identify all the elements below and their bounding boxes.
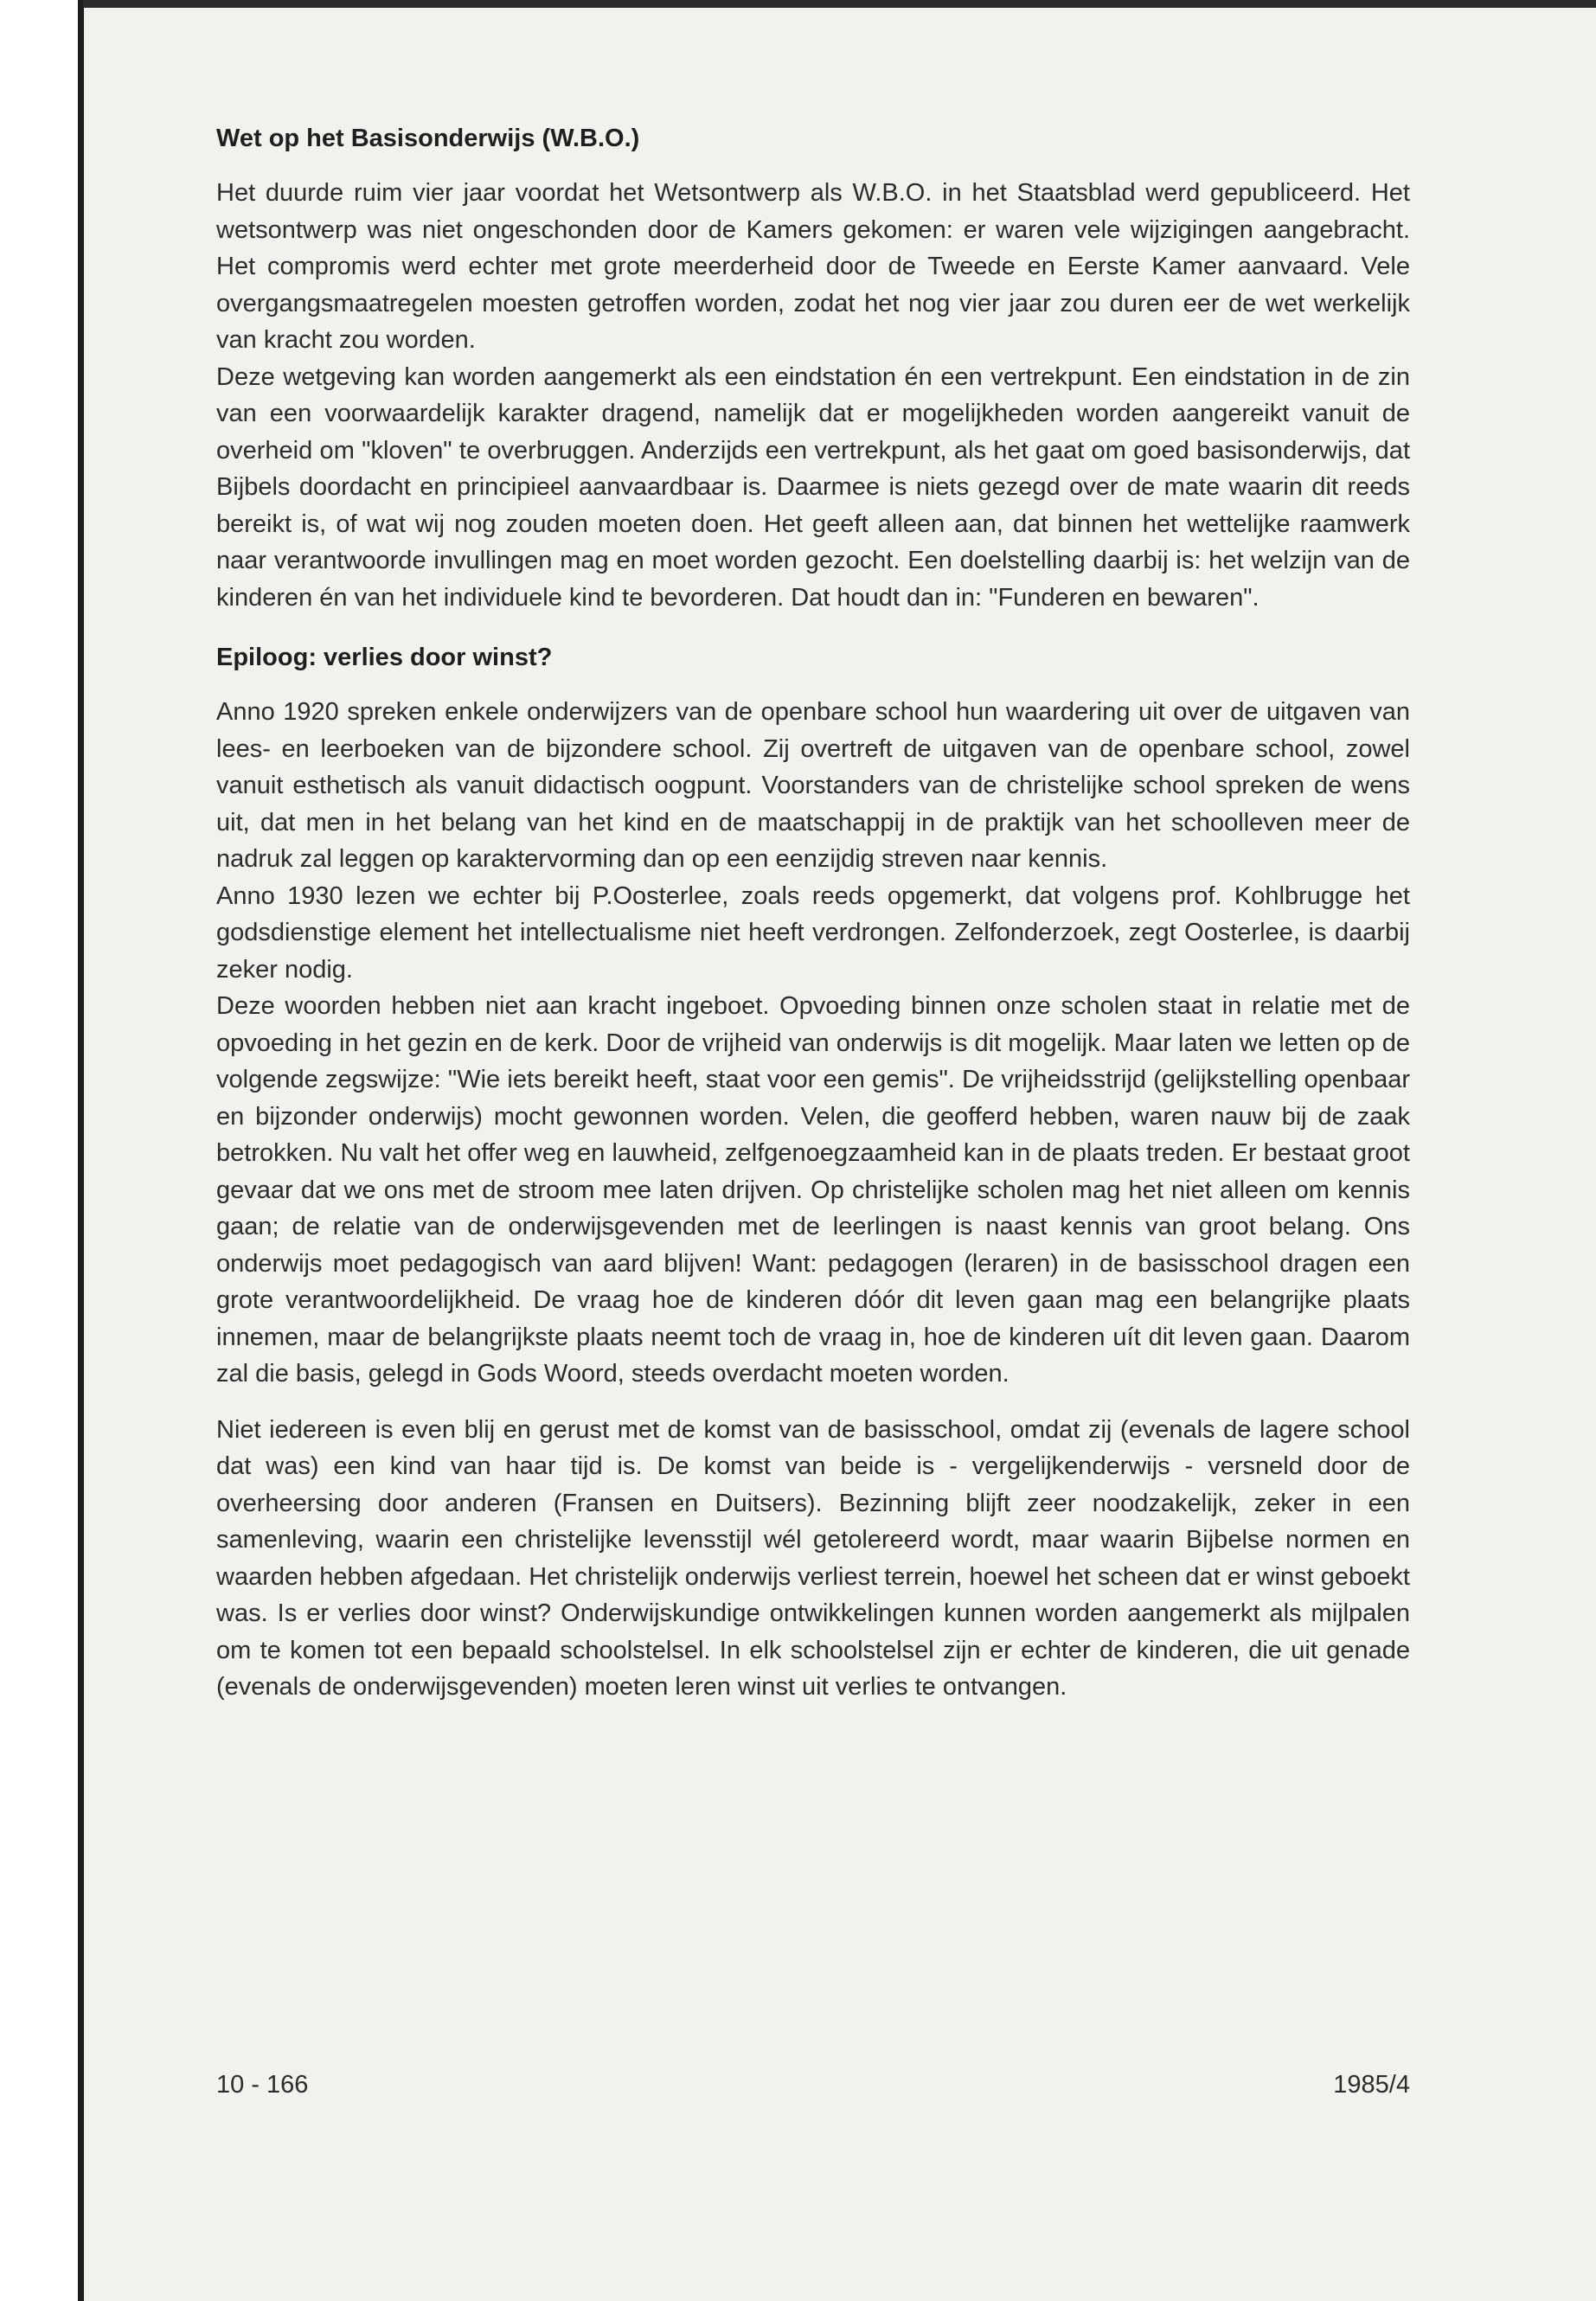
issue-number: 1985/4 xyxy=(1333,2071,1410,2099)
paragraph: Deze woorden hebben niet aan kracht ingeboet. Opvoeding binnen onze scholen staat in relatie met de opvoeding in het gezin en de kerk. Door de vrijheid van onderwijs is dit mogelijk. Maar laten we letten op de volgende zegswijze: "Wie iets bereikt heeft, staat voor een gemis". De vrijheidsstrijd (gelijkstelling openbaar en bijzonder onderwijs) mocht gewonnen worden. Velen, die geofferd hebben, waren nauw bij de zaak betrokken. Nu valt het offer weg en lauwheid, zelfgenoegzaamheid kan in de plaats treden. Er bestaat groot gevaar dat we ons met de stroom mee laten drijven. Op christelijke scholen mag het niet alleen om kennis gaan; de relatie van de onderwijsgevenden met de leerlingen is naast kennis van groot belang. Ons onderwijs moet pedagogisch van aard blijven! Want: pedagogen (leraren) in de basisschool dragen een grote verantwoordelijkheid. De vraag hoe de kinderen dóór dit leven gaan mag een belangrijke plaats innemen, maar de belangrijkste plaats neemt toch de vraag in, hoe de kinderen uít dit leven gaan. Daarom zal die basis, gelegd in Gods Woord, steeds overdacht moeten worden. xyxy=(216,992,1410,1388)
paragraph: Niet iedereen is even blij en gerust met de komst van de basisschool, omdat zij (evenals de lagere school dat was) een kind van haar tijd is. De komst van beide is - vergelijkenderwijs - versneld door de overheersing door anderen (Fransen en Duitsers). Bezinning blijft zeer noodzakelijk, zeker in een samenleving, waarin een christelijke levensstijl wél getolereerd wordt, maar waarin Bijbelse normen en waarden hebben afgedaan. Het christelijk onderwijs verliest terrein, hoewel het scheen dat er winst geboekt was. Is er verlies door winst? Onderwijskundige ontwikkelingen kunnen worden aangemerkt als mijlpalen om te komen tot een bepaald schoolstelsel. In elk schoolstelsel zijn er echter de kinderen, die uit genade (evenals de onderwijsgevenden) moeten leren winst uit verlies te ontvangen. xyxy=(216,1415,1410,1701)
paragraph: Het duurde ruim vier jaar voordat het Wetsontwerp als W.B.O. in het Staatsblad werd gepubliceerd. Het wetsontwerp was niet ongeschonden door de Kamers gekomen: er waren vele wijzigingen aangebracht. Het compromis werd echter met grote meerderheid door de Tweede en Eerste Kamer aanvaard. Vele overgangsmaatregelen moesten getroffen worden, zodat het nog vier jaar zou duren eer de wet werkelijk van kracht zou worden. xyxy=(216,179,1410,354)
article-body xyxy=(216,121,1410,1706)
page-number: 10 - 166 xyxy=(216,2071,309,2099)
paragraph: Anno 1930 lezen we echter bij P.Oosterlee, zoals reeds opgemerkt, dat volgens prof. Kohlbrugge het godsdienstige element het intellectualisme niet heeft verdrongen. Zelfonderzoek, zegt Oosterlee, is daarbij zeker nodig. xyxy=(216,881,1410,984)
section-heading-wbo: Wet op het Basisonderwijs (W.B.O.) xyxy=(216,125,640,152)
section-wbo xyxy=(216,121,1410,616)
section-epiloog xyxy=(216,640,1410,1706)
paragraph: Deze wetgeving kan worden aangemerkt als een eindstation én een vertrekpunt. Een eindstation in de zin van een voorwaardelijk karakter dragend, namelijk dat er mogelijkheden worden aangereikt vanuit de overheid om "kloven" te overbruggen. Anderzijds een vertrekpunt, als het gaat om goed basisonderwijs, dat Bijbels doordacht en principieel aanvaardbaar is. Daarmee is niets gezegd over de mate waarin dit reeds bereikt is, of wat wij nog zouden moeten doen. Het geeft alleen aan, dat binnen het wettelijke raamwerk naar verantwoorde invullingen mag en moet worden gezocht. Een doelstelling daarbij is: het welzijn van de kinderen én van het individuele kind te bevorderen. Dat houdt dan in: "Funderen en bewaren". xyxy=(216,362,1410,612)
section-heading-epiloog: Epiloog: verlies door winst? xyxy=(216,644,553,671)
paragraph: Anno 1920 spreken enkele onderwijzers van de openbare school hun waardering uit over de uitgaven van lees- en leerboeken van de bijzondere school. Zij overtreft de uitgaven van de openbare school, zowel vanuit esthetisch als vanuit didactisch oogpunt. Voorstanders van de christelijke school spreken de wens uit, dat men in het belang van het kind en de maatschappij in de praktijk van het schoolleven meer de nadruk zal leggen op karaktervorming dan op een eenzijdig streven naar kennis. xyxy=(216,698,1410,873)
scan-left-margin xyxy=(0,0,83,2301)
scan-top-edge xyxy=(83,0,1596,8)
page-footer xyxy=(216,2071,1410,2106)
